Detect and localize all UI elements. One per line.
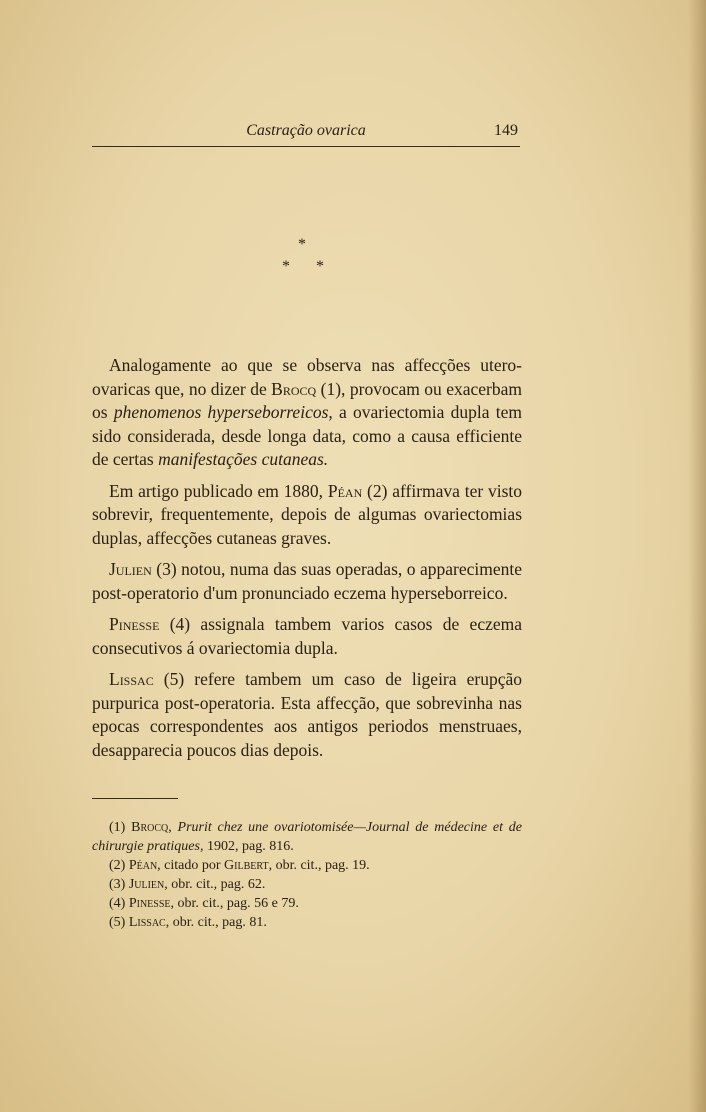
author-name: Pinesse	[128, 896, 171, 911]
body-text	[92, 354, 522, 770]
text-run: ,	[168, 820, 178, 835]
asterism-divider	[270, 236, 340, 280]
text-run: , obr. cit., pag. 62.	[164, 877, 266, 892]
text-run: , citado por	[157, 858, 225, 873]
italic-title: Prurit chez une ovariotomisée—Journal de médecine et de chirurgie pratiques,	[92, 820, 522, 854]
author-name: Julien	[128, 877, 165, 892]
author-name: Gilbert	[224, 858, 269, 873]
footnote	[92, 856, 522, 875]
paragraph	[92, 668, 522, 762]
text-run: (1), provocam ou exacerbam os	[92, 378, 523, 422]
footnote	[92, 818, 522, 856]
author-name: Brocq	[271, 378, 317, 399]
asterism-star: *	[282, 258, 290, 275]
paragraph	[92, 613, 522, 660]
footnote-number: (1)	[109, 820, 132, 835]
text-run: (5) refere tambem um caso de ligeira erupção purpurica post-operatoria. Esta affecção, que sobrevinha nas epocas correspondentes aos antigos periodos menstruaes, desapparecia poucos dias depois.	[92, 669, 522, 760]
italic-term: phenomenos hyperseborreicos,	[113, 402, 333, 422]
text-run: Analogamente ao que se observa nas affecções utero-ovaricas que, no dizer de	[92, 355, 522, 399]
text-run: (2) affirmava ter visto sobrevir, frequentemente, depois de algumas ovariectomias duplas, affecções cutaneas graves.	[92, 480, 522, 548]
text-run: , obr. cit., pag. 56 e 79.	[170, 896, 299, 911]
paragraph	[92, 354, 522, 472]
paragraph	[92, 480, 522, 551]
running-header	[92, 118, 520, 147]
author-name: Brocq	[131, 820, 169, 835]
italic-term: manifestações cutaneas.	[158, 449, 329, 469]
page-number: 149	[494, 122, 518, 139]
author-name: Péan	[128, 858, 158, 873]
text-run: a ovariectomia dupla tem sido considerada, desde longa data, como a causa efficiente de certas	[92, 402, 523, 469]
text-run: 1902, pag. 816.	[203, 839, 294, 854]
page-edge-shadow	[688, 0, 706, 1112]
footnote	[92, 875, 522, 894]
paragraph	[92, 558, 522, 605]
asterism-star: *	[316, 258, 324, 275]
author-name: Julien	[109, 559, 152, 579]
footnote	[92, 913, 522, 932]
author-name: Péan	[327, 480, 363, 501]
author-name: Pinesse	[109, 614, 160, 634]
text-run: (4) assignala tambem varios casos de eczema consecutivos á ovariectomia dupla.	[92, 614, 522, 658]
footnote-number: (4)	[109, 896, 129, 911]
footnote	[92, 894, 522, 913]
asterism-star: *	[298, 236, 306, 253]
author-name: Lissac	[128, 915, 166, 930]
footnote-number: (3)	[109, 877, 129, 892]
footnote-separator	[92, 798, 178, 799]
running-title: Castração ovarica	[246, 122, 366, 139]
footnotes	[92, 818, 522, 932]
text-run: (3) notou, numa das suas operadas, o apparecimente post-operatorio d'um pronunciado eczema hyperseborreico.	[92, 559, 522, 603]
footnote-number: (2)	[109, 858, 129, 873]
text-run: , obr. cit., pag. 81.	[165, 915, 267, 930]
footnote-number: (5)	[109, 915, 129, 930]
text-run: Em artigo publicado em 1880,	[109, 480, 328, 501]
author-name: Lissac	[109, 669, 154, 689]
text-run: , obr. cit., pag. 19.	[268, 858, 370, 873]
